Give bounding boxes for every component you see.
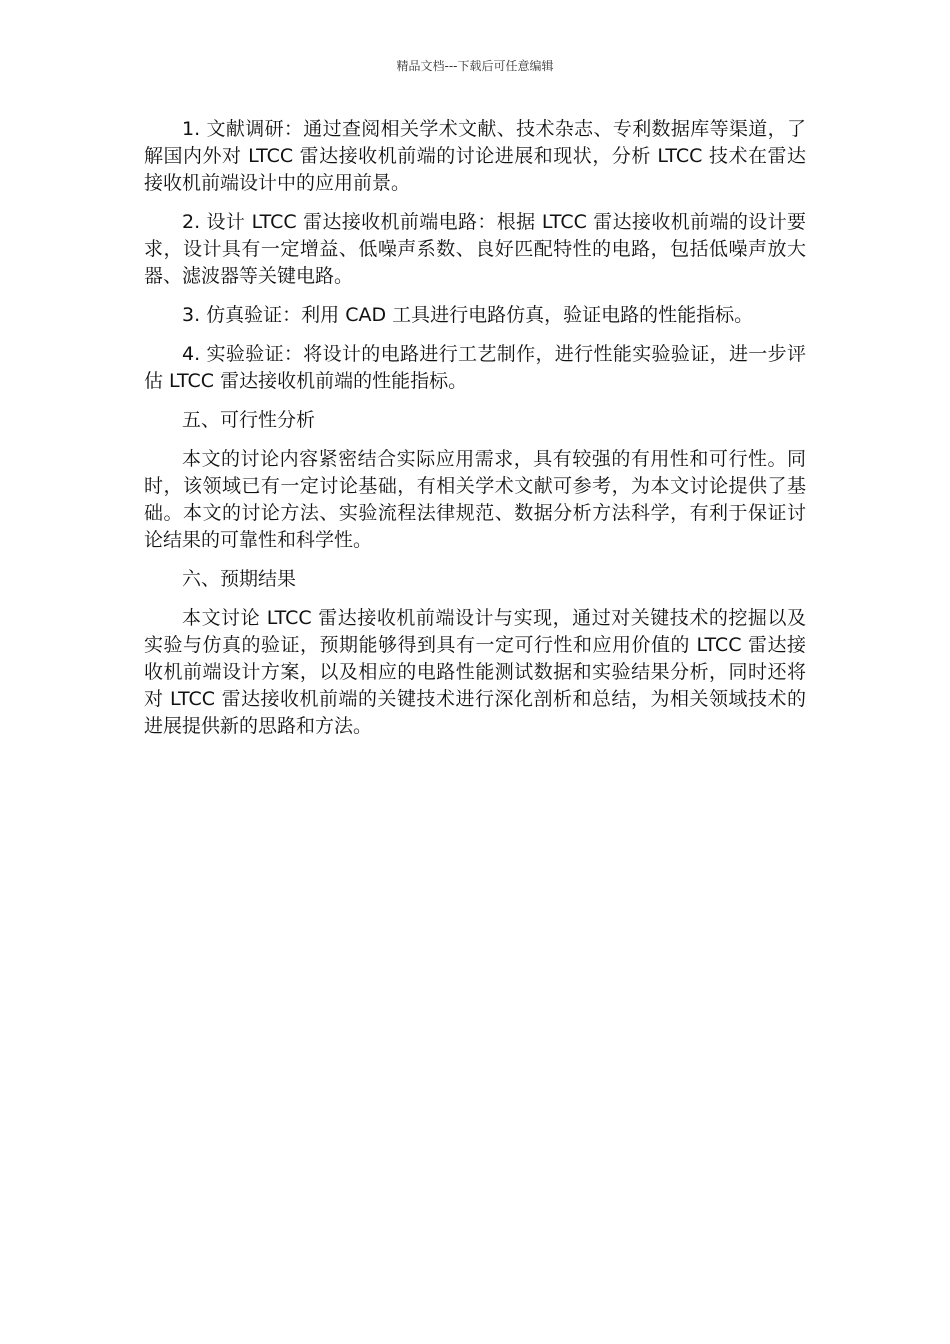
- paragraph-experiment: 4. 实验验证：将设计的电路进行工艺制作，进行性能实验验证，进一步评估 LTCC 雷达接收机前端的性能指标。: [144, 343, 806, 392]
- paragraph-literature-review: 1. 文献调研：通过查阅相关学术文献、技术杂志、专利数据库等渠道，了解国内外对 LTCC 雷达接收机前端的讨论进展和现状，分析 LTCC 技术在雷达接收机前端设计中的应用前景。: [144, 118, 806, 194]
- paragraph-simulation: 3. 仿真验证：利用 CAD 工具进行电路仿真，验证电路的性能指标。: [182, 304, 754, 326]
- section-heading-expected-results: 六、预期结果: [182, 568, 297, 590]
- page-header: 精品文档---下载后可任意编辑: [396, 59, 554, 73]
- paragraph-feasibility: 本文的讨论内容紧密结合实际应用需求，具有较强的有用性和可行性。同时，该领域已有一定讨论基础，有相关学术文献可参考，为本文讨论提供了基础。本文的讨论方法、实验流程法律规范、数据分析方法科学，有利于保证讨论结果的可靠性和科学性。: [144, 448, 806, 551]
- paragraph-expected-results: 本文讨论 LTCC 雷达接收机前端设计与实现，通过对关键技术的挖掘以及实验与仿真的验证，预期能够得到具有一定可行性和应用价值的 LTCC 雷达接收机前端设计方案，以及相应的电路性能测试数据和实验结果分析，同时还将对 LTCC 雷达接收机前端的关键技术进行深化剖析和总结，为相关领域技术的进展提供新的思路和方法。: [144, 607, 806, 737]
- section-heading-feasibility: 五、可行性分析: [182, 409, 316, 431]
- document-body: [144, 116, 806, 752]
- paragraph-circuit-design: 2. 设计 LTCC 雷达接收机前端电路：根据 LTCC 雷达接收机前端的设计要求，设计具有一定增益、低噪声系数、良好匹配特性的电路，包括低噪声放大器、滤波器等关键电路。: [144, 211, 806, 287]
